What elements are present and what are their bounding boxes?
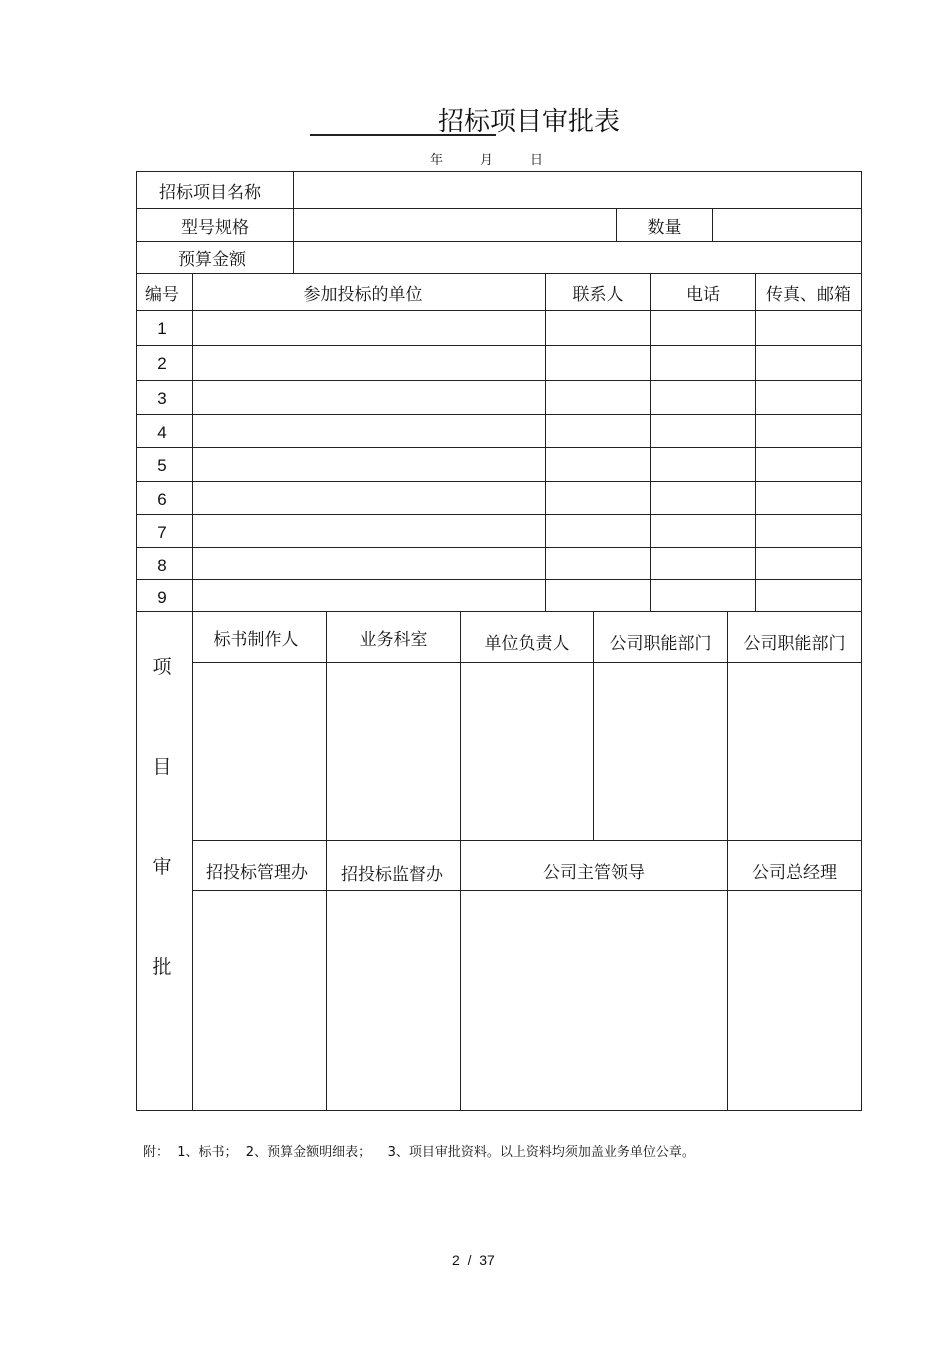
row-number: 3: [157, 389, 167, 408]
section-char: 项: [152, 655, 172, 678]
header-company-leader: 公司主管领导: [543, 862, 645, 883]
quantity-field[interactable]: [713, 209, 861, 241]
header-company-function-dept-2: 公司职能部门: [743, 633, 846, 654]
signature-field[interactable]: [327, 663, 460, 840]
date-year: 年: [430, 153, 444, 168]
row-number: 2: [157, 354, 167, 373]
header-number: 编号: [145, 284, 179, 305]
header-phone: 电话: [686, 284, 720, 305]
signature-field[interactable]: [461, 663, 593, 840]
header-bidding-unit: 参加投标的单位: [303, 284, 423, 305]
row-number: 6: [157, 490, 167, 509]
row-number: 1: [157, 319, 167, 338]
header-bid-document-maker: 标书制作人: [213, 629, 299, 650]
signature-field[interactable]: [728, 891, 861, 1110]
header-company-function-dept-1: 公司职能部门: [609, 633, 712, 654]
row-number: 4: [157, 423, 167, 442]
project-name-label: 招标项目名称: [159, 182, 261, 203]
row-number: 9: [157, 588, 167, 607]
header-bidding-supervision-office: 招投标监督办: [341, 864, 443, 885]
quantity-label: 数量: [647, 217, 682, 238]
page-title: 招标项目审批表: [438, 107, 621, 137]
model-spec-field[interactable]: [294, 209, 616, 241]
section-char: 目: [152, 755, 172, 778]
project-name-field[interactable]: [294, 172, 861, 208]
signature-field[interactable]: [728, 663, 861, 840]
section-char: 批: [152, 955, 172, 978]
signature-field[interactable]: [594, 663, 727, 840]
model-spec-label: 型号规格: [181, 217, 249, 238]
header-business-section: 业务科室: [359, 629, 428, 650]
row-number: 7: [157, 523, 167, 542]
budget-label: 预算金额: [178, 250, 246, 270]
budget-field[interactable]: [294, 242, 861, 273]
signature-field[interactable]: [327, 891, 460, 1110]
signature-field[interactable]: [461, 891, 727, 1110]
row-number: 8: [157, 556, 167, 575]
date-day: 日: [530, 153, 544, 168]
header-unit-head: 单位负责人: [484, 633, 570, 654]
header-contact-person: 联系人: [572, 284, 624, 305]
attachment-note: 附： 1、标书； 2、预算金额明细表； 3、项目审批资料。以上资料均须加盖业务单位公章。: [143, 1145, 695, 1160]
section-char: 审: [152, 855, 172, 878]
signature-field[interactable]: [193, 891, 326, 1110]
header-bidding-management-office: 招投标管理办: [206, 862, 308, 883]
page-number: 2 / 37: [452, 1252, 495, 1268]
row-number: 5: [157, 456, 167, 475]
date-month: 月: [480, 153, 494, 168]
signature-field[interactable]: [193, 663, 326, 840]
header-fax-email: 传真、邮箱: [766, 284, 851, 305]
header-general-manager: 公司总经理: [752, 862, 837, 883]
